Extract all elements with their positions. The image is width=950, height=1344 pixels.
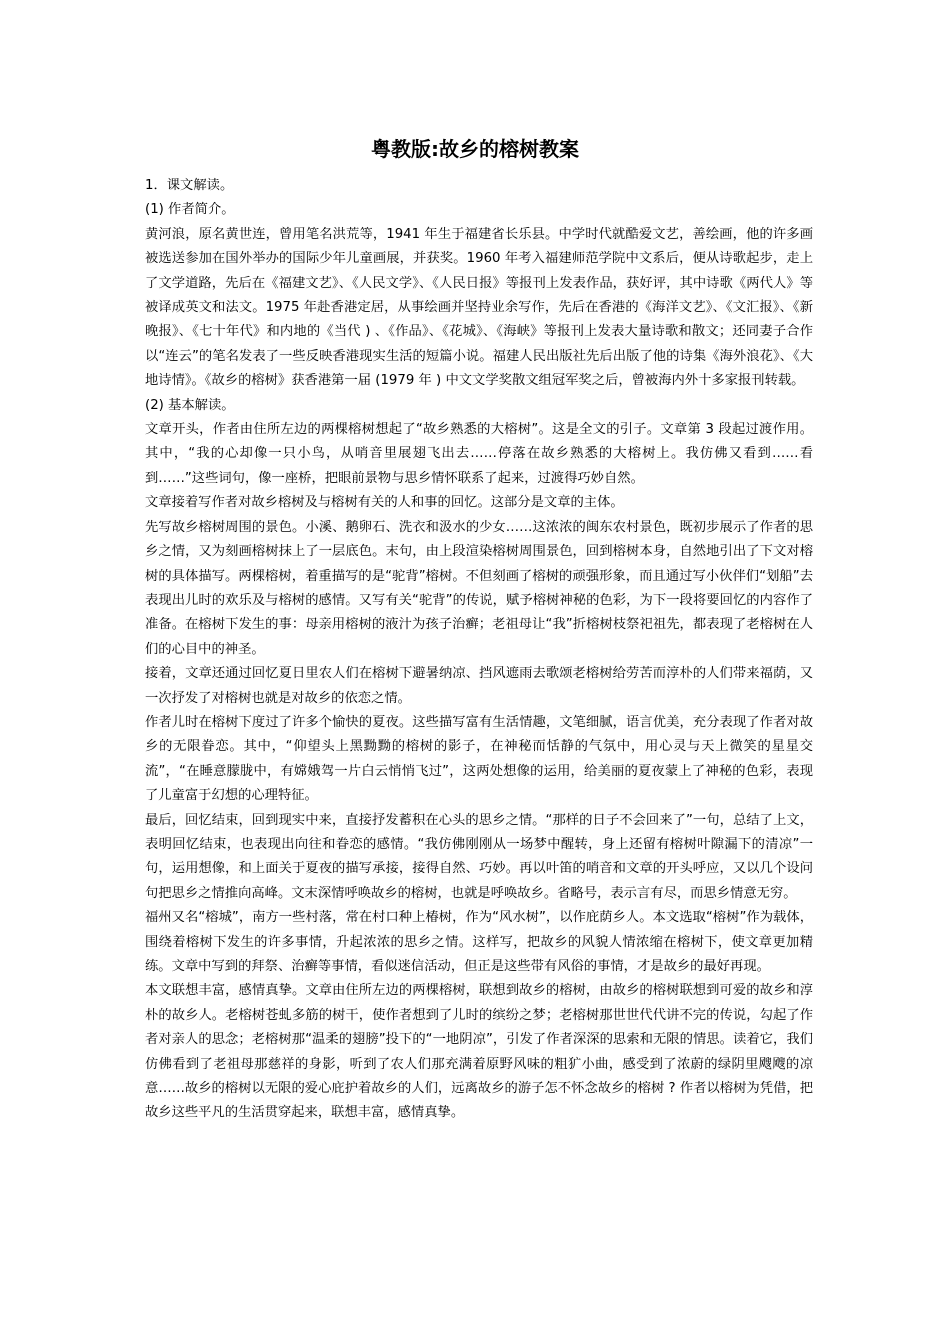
body-paragraph: 本文联想丰富，感情真挚。文章由住所左边的两棵榕树，联想到故乡的榕树，由故乡的榕树联想到可爱的故乡和淳朴的故乡人。老榕树苍虬多筋的树干，使作者想到了儿时的缤纷之梦；老榕树那世世代代讲不完的传说，勾起了作者对亲人的思念；老榕树那“温柔的翅膀”投下的“一地阴凉”，引发了作者深深的思索和无限的情思。读着它，我们仿佛看到了老祖母那慈祥的身影，听到了农人们那充满着原野风味的粗犷小曲，感受到了浓蔚的绿阴里飕飕的凉意……故乡的榕树以无限的爱心庇护着故乡的人们，远离故乡的游子怎不怀念故乡的榕树 ? 作者以榕树为凭借，把故乡这些平凡的生活贯穿起来，联想丰富，感情真挚。 xyxy=(145,983,813,1121)
body-paragraph: 作者儿时在榕树下度过了许多个愉快的夏夜。这些描写富有生活情趣，文笔细腻，语言优美，充分表现了作者对故乡的无限眷恋。其中，“仰望头上黑黝黝的榕树的影子，在神秘而恬静的气氛中，用心灵与天上微笑的星星交流”，“在睡意朦胧中，有嫦娥驾一片白云悄悄飞过”，这两处想像的运用，给美丽的夏夜蒙上了神秘的色彩，表现了儿童富于幻想的心理特征。 xyxy=(145,714,813,804)
body-paragraph: 先写故乡榕树周围的景色。小溪、鹅卵石、洗衣和汲水的少女……这浓浓的闽东农村景色，既初步展示了作者的思乡之情，又为刻画榕树抹上了一层底色。末句，由上段渲染榕树周围景色，回到榕树本身，自然地引出了下文对榕树的具体描写。两棵榕树，着重描写的是“驼背”榕树。不但刻画了榕树的顽强形象，而且通过写小伙伴们“划船”去表现出儿时的欢乐及与榕树的感情。又写有关“驼背”的传说，赋予榕树神秘的色彩，为下一段将要回忆的内容作了准备。在榕树下发生的事：母亲用榕树的液汁为孩子治癣；老祖母让“我”折榕树枝祭祀祖先，都表现了老榕树在人们的心目中的神圣。 xyxy=(145,519,813,657)
body-paragraph: 接着，文章还通过回忆夏日里农人们在榕树下避暑纳凉、挡风遮雨去歌颂老榕树给劳苦而淳朴的人们带来福荫，又一次抒发了对榕树也就是对故乡的依恋之情。 xyxy=(145,666,813,706)
subsection-heading: (2) 基本解读。 xyxy=(145,397,235,413)
body-paragraph: 黄河浪，原名黄世连，曾用笔名洪荒等，1941 年生于福建省长乐县。中学时代就酷爱文艺，善绘画，他的许多画被选送参加在国外举办的国际少年儿童画展，并获奖。1960 年考入福建师范学院中文系后，便从诗歌起步，走上了文学道路，先后在《福建文艺》、《人民文学》、《人民日报》等报刊上发表作品，获好评，其中诗歌《两代人》等被译成英文和法文。1975 年赴香港定居，从事绘画并坚持业余写作，先后在香港的《海洋文艺》、《文汇报》、《新晚报》、《七十年代》和内地的《当代 ) 、《作品》、《花城》、《海峡》等报刊上发表大量诗歌和散文；还同妻子合作以“连云”的笔名发表了一些反映香港现实生活的短篇小说。福建人民出版社先后出版了他的诗集《海外浪花》、《大地诗情》。《故乡的榕树》获香港第一届 (1979 年 ) 中文文学奖散文组冠军奖之后，曾被海内外十多家报刊转载。 xyxy=(145,226,813,389)
body-paragraph: 文章开头，作者由住所左边的两棵榕树想起了“故乡熟悉的大榕树”。这是全文的引子。文章第 3 段起过渡作用。其中，“我的心却像一只小鸟，从哨音里展翅飞出去……停落在故乡熟悉的大榕树上。我仿佛又看到……看到……”这些词句，像一座桥，把眼前景物与思乡情怀联系了起来，过渡得巧妙自然。 xyxy=(145,422,813,486)
section-heading: 1．课文解读。 xyxy=(145,178,234,193)
body-paragraph: 文章接着写作者对故乡榕树及与榕树有关的人和事的回忆。这部分是文章的主体。 xyxy=(145,495,624,511)
document-body xyxy=(145,174,813,1126)
document-title: 粤教版:故乡的榕树教案 xyxy=(371,137,579,161)
body-paragraph: 最后，回忆结束，回到现实中来，直接抒发蓄积在心头的思乡之情。“那样的日子不会回来了”一句，总结了上文，表明回忆结束，也表现出向往和眷恋的感情。“我仿佛刚刚从一场梦中醒转，身上还留有榕树叶隙漏下的清凉”一句，运用想像，和上面关于夏夜的描写承接，接得自然、巧妙。再以叶笛的哨音和文章的开头呼应，又以几个设问句把思乡之情推向高峰。文末深情呼唤故乡的榕树，也就是呼唤故乡。省略号，表示言有尽，而思乡情意无穷。 xyxy=(145,812,813,901)
body-paragraph: 福州又名“榕城”，南方一些村落，常在村口种上椿树，作为“风水树”，以作庇荫乡人。本文选取“榕树”作为载体，围绕着榕树下发生的许多事情，升起浓浓的思乡之情。这样写，把故乡的风貌人情浓缩在榕树下，使文章更加精练。文章中写到的拜祭、治癣等事情，看似迷信活动，但正是这些带有风俗的事情，才是故乡的最好再现。 xyxy=(145,910,813,974)
subsection-heading: (1) 作者简介。 xyxy=(145,202,235,218)
